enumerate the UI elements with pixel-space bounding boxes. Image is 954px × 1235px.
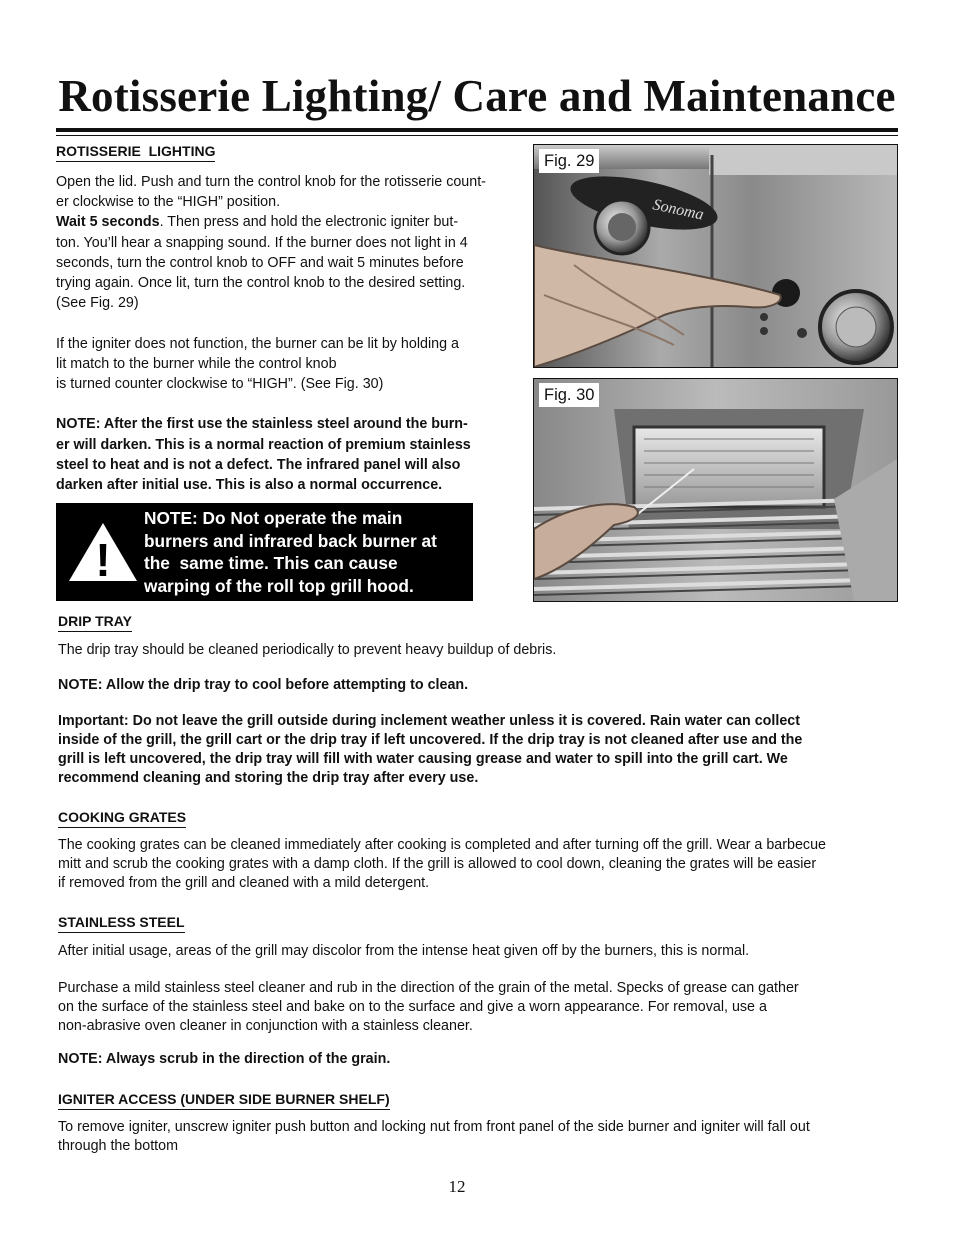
drip-tray-heading: DRIP TRAY	[58, 612, 132, 632]
spacer	[56, 313, 526, 333]
rotisserie-section	[56, 142, 215, 162]
warning-symbol: !	[95, 534, 111, 583]
warning-text	[144, 507, 469, 597]
fig-29-label: Fig. 29	[539, 149, 599, 173]
page-title: Rotisserie Lighting/ Care and Maintenance	[58, 71, 896, 121]
infrared-burner-photo	[534, 379, 897, 601]
wait-bold: Wait 5 seconds	[56, 214, 160, 231]
warning-triangle-icon	[67, 521, 139, 583]
cooking-grates-body	[58, 836, 903, 893]
rotisserie-note-line: steel to heat and is not a defect. The infrared panel will also	[56, 456, 461, 473]
drip-tray-note: NOTE: Allow the drip tray to cool before attempting to clean.	[58, 677, 469, 693]
rotisserie-note-line: er will darken. This is a normal reaction of premium stainless	[56, 436, 471, 453]
warning-box	[56, 503, 473, 601]
fig-30-label: Fig. 30	[539, 383, 599, 407]
cooking-grates-line: mitt and scrub the cooking grates with a damp cloth. If the grill is allowed to cool down, cleaning the grates will be easier	[58, 856, 817, 872]
stainless-steel-line: on the surface of the stainless steel and bake on to the surface and give a worn appearance. For removal, use a	[58, 999, 767, 1015]
drip-tray-section	[58, 612, 132, 632]
drip-tray-important	[58, 712, 898, 788]
stainless-steel-section	[58, 913, 185, 933]
important-line: grill is left uncovered, the drip tray will fill with water causing grease and water to spill into the grill cart. We	[58, 751, 788, 767]
stainless-steel-text: After initial usage, areas of the grill may discolor from the intense heat given off by the burners, this is normal.	[58, 943, 750, 959]
warning-line: warping of the roll top grill hood.	[144, 575, 414, 596]
spacer	[56, 394, 526, 414]
rotisserie-note-line: darken after initial use. This is also a normal occurrence.	[56, 477, 443, 494]
sonoma-logo: Sonoma	[651, 196, 706, 224]
rotisserie-heading: ROTISSERIE LIGHTING	[56, 142, 215, 162]
stainless-steel-line: Purchase a mild stainless steel cleaner and rub in the direction of the grain of the metal. Specks of grease can gather	[58, 980, 799, 996]
warning-line: NOTE: Do Not operate the main	[144, 508, 403, 528]
cooking-grates-line: The cooking grates can be cleaned immediately after cooking is completed and after turning off the grill. Wear a barbecue	[58, 837, 826, 853]
igniter-access-heading: IGNITER ACCESS (UNDER SIDE BURNER SHELF)	[58, 1090, 390, 1110]
igniter-access-section	[58, 1090, 390, 1110]
drip-tray-text: The drip tray should be cleaned periodically to prevent heavy buildup of debris.	[58, 642, 557, 658]
cooking-grates-section	[58, 808, 186, 828]
stainless-steel-heading: STAINLESS STEEL	[58, 913, 185, 933]
title-rule-thick	[56, 128, 898, 132]
figure-30	[533, 378, 898, 602]
rotisserie-line: seconds, turn the control knob to OFF and wait 5 minutes before	[56, 254, 464, 271]
rotisserie-line: er clockwise to the “HIGH” position.	[56, 194, 281, 211]
grill-control-panel-photo	[534, 145, 897, 367]
rotisserie-line: Open the lid. Push and turn the control knob for the rotisserie count-	[56, 174, 486, 190]
important-line: recommend cleaning and storing the drip tray after every use.	[58, 770, 479, 786]
stainless-steel-line: non-abrasive oven cleaner in conjunction with a stainless cleaner.	[58, 1018, 473, 1034]
igniter-access-line: through the bottom	[58, 1138, 179, 1154]
rotisserie-body	[56, 172, 526, 495]
wait-rest: . Then press and hold the electronic igniter but-	[159, 214, 459, 231]
rotisserie-line: ton. You’ll hear a snapping sound. If the burner does not light in 4	[56, 234, 468, 251]
warning-line: burners and infrared back burner at	[144, 530, 437, 551]
stainless-steel-body	[58, 979, 898, 1036]
important-line: inside of the grill, the grill cart or the drip tray if left uncovered. If the drip tray is not cleaned after use and the	[58, 732, 803, 748]
rotisserie-line: If the igniter does not function, the burner can be lit by holding a	[56, 335, 459, 352]
rotisserie-line: is turned counter clockwise to “HIGH”. (See Fig. 30)	[56, 376, 384, 393]
page-number: 12	[448, 1177, 466, 1196]
rotisserie-line: trying again. Once lit, turn the control knob to the desired setting.	[56, 275, 466, 292]
important-line: Important: Do not leave the grill outside during inclement weather unless it is covered. Rain water can collect	[58, 713, 801, 729]
rotisserie-note-line: NOTE: After the first use the stainless steel around the burn-	[56, 416, 468, 433]
cooking-grates-line: if removed from the grill and cleaned with a mild detergent.	[58, 875, 430, 891]
rotisserie-line	[56, 212, 526, 232]
title-rule-thin	[56, 135, 898, 136]
cooking-grates-heading: COOKING GRATES	[58, 808, 186, 828]
igniter-access-body	[58, 1118, 903, 1156]
stainless-steel-note: NOTE: Always scrub in the direction of the grain.	[58, 1051, 391, 1067]
figure-29	[533, 144, 898, 368]
rotisserie-line: (See Fig. 29)	[56, 295, 139, 312]
igniter-access-line: To remove igniter, unscrew igniter push button and locking nut from front panel of the side burner and igniter will fall out	[58, 1119, 810, 1135]
warning-line: the same time. This can cause	[144, 553, 398, 573]
rotisserie-line: lit match to the burner while the control knob	[56, 355, 337, 372]
